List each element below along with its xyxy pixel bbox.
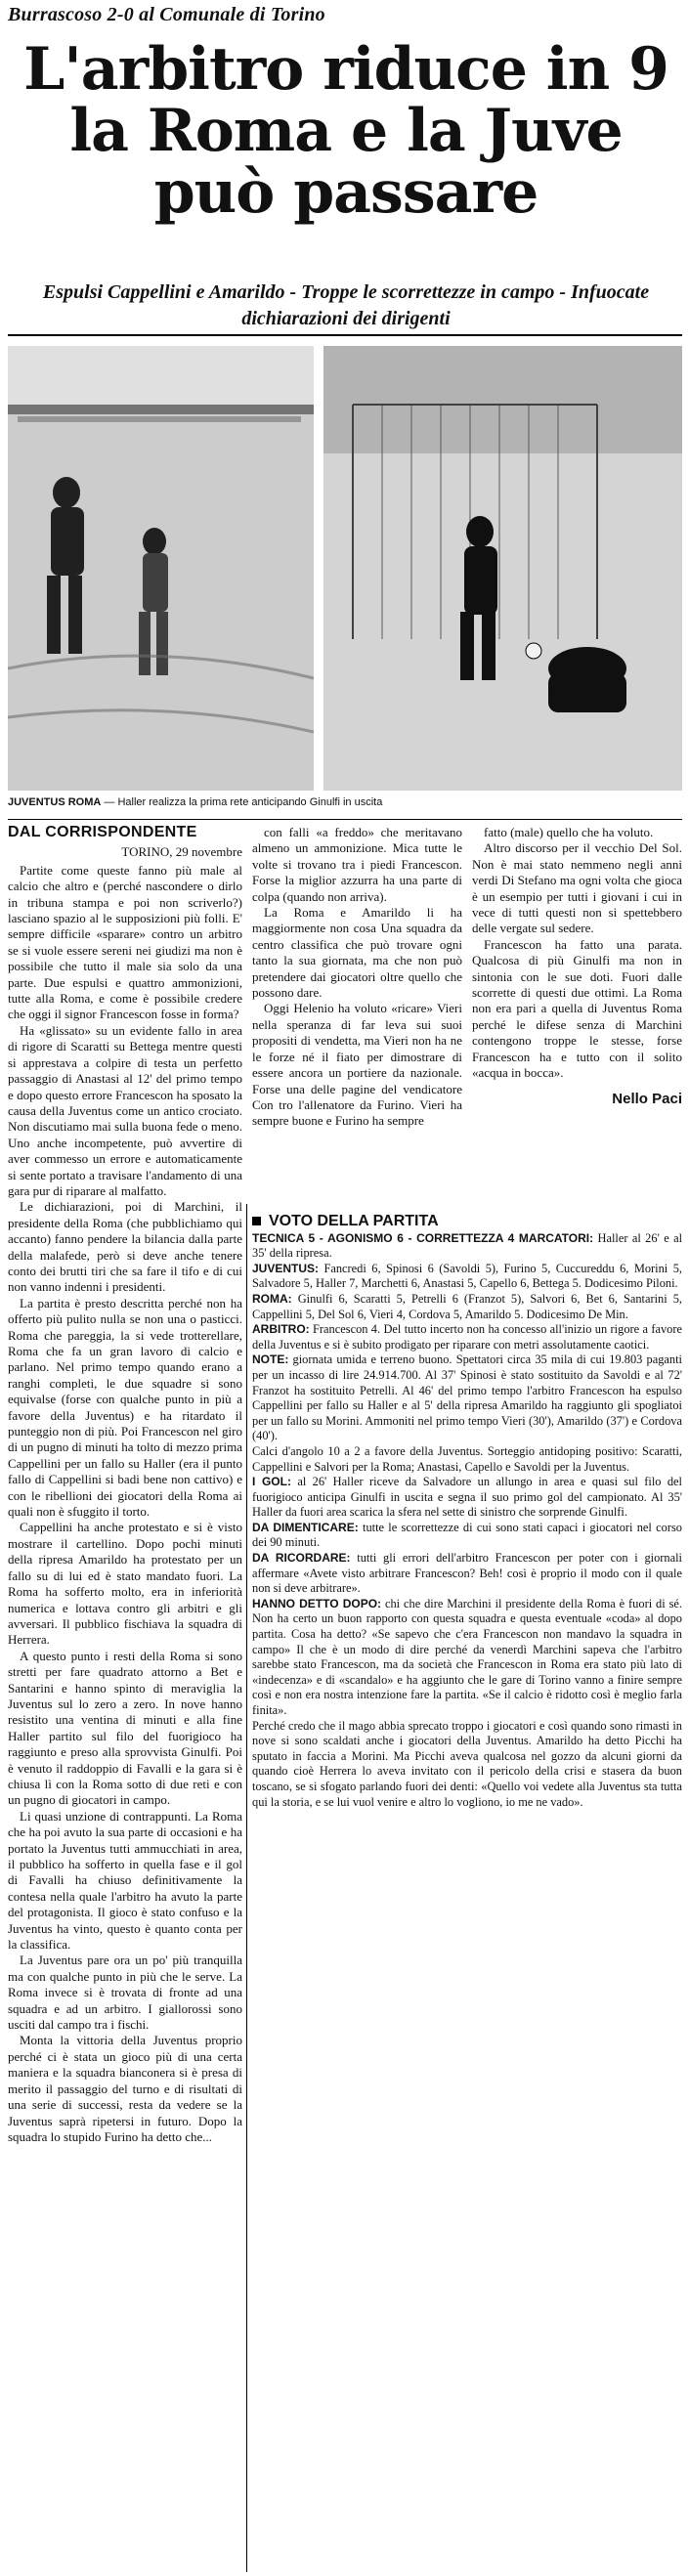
headline: L'arbitro riduce in 9 la Roma e la Juve può passare [23,35,668,227]
section-label: ROMA: [252,1291,292,1306]
sidebar-paragraph [252,1597,682,1719]
voto-della-partita-box [252,1214,682,2567]
sidebar-title [252,1214,682,1229]
match-photo-right [323,346,682,791]
sidebar-paragraph [252,1262,682,1292]
caption-label: JUVENTUS ROMA [8,796,102,808]
paragraph: La Juventus pare ora un po' più tranquilla ma con qualche punto in più che le serve. La Roma invece si è trovata di fronte ad una squadra e ad un arbitro. I giallorossi sono usciti dal campo tra i fischi. [8,1953,242,2033]
article-column-3 [472,825,682,1206]
sidebar-paragraph [252,1231,682,1262]
section-text: tutti gli errori dell'arbitro Francescon per poter con i giornali affermare «Avete visto arbitrare Francescon? Beh! così è proprio il modo con il quale non si deve arbitrare». [252,1551,682,1596]
section-text: al 26' Haller riceve da Salvadore un allungo in area e quasi sul filo del fuorigioco anticipa Ginulfi in uscita e segna il suo primo gol del campionato. Al 35' Haller da fuori area scarica la sfera nel sette di sinistro che sorprende Ginulfi. [252,1475,682,1520]
sidebar-paragraph [252,1444,682,1475]
paragraph: La partita è presto descritta perché non ha offerto più pulito nulla se non una o pasticci. Roma che pareggia, la si vede trotterellare, Roma che fa un gran lavoro di calcio e parlano. Nel primo tempo quando erano a ranghi completi, le due squadre si sono equivalse (forse con qualche punto in più a favore della Juventus) e ha ritardato il punteggio non di più. Poi Francescon nel giro di un pugno di minuti ha tolto di mezzo prima Cappellini per un fallo su Haller (era il punto fallo di Cappellini si badi bene non cattivo) e con le ribellioni dei giocatori della Roma ai quali non è sfuggito il torto. [8,1295,242,1520]
paragraph: Altro discorso per il vecchio Del Sol. Non è mai stato nemmeno negli anni verdi Di Stefano ma ogni volta che gioca è un esempio per tutti i giovani i cui in vece di tutti questi non si spettebbero delle vergate sul sedere. [472,840,682,936]
paragraph: Ha «glissato» su un evidente fallo in area di rigore di Scaratti su Bettega mentre questi si apprestava a colpire di testa un perfetto passaggio di Anastasi al 12' del primo tempo e dopo questo errore Francescon ha sposato la causa della Juventus come un antico crociato. Non discutiamo mai sulla buona fede o meno. Uno anche incompetente, può avvertire di aver commesso un errore e automaticamente si sente portato a travisare l'andamento di una gara pur di riparare al malfatto. [8,1022,242,1198]
paragraph: Le dichiarazioni, poi di Marchini, il presidente della Roma (che pubblichiamo qui accanto) fanno pendere la bilancia dalla parte della malafede, però si deve anche tenere conto dei brutti tiri che sa fare il tifo e di cui non vanno indenni i presidenti. [8,1199,242,1295]
sidebar-paragraph [252,1719,682,1811]
section-text: Perché credo che il mago abbia sprecato troppo i giocatori e così quando sono rimasti in nove si sono scaldati anche i giocatori della Juventus. Amarildo ha detto Picchi ha sputato in faccia a Morini. Ma Picchi aveva qualcosa nel gozzo da alcuni giorni da quando cioè Herrera lo aveva invitato con il pericolo della crisi e stasera da buon toscano, se si sfogato parlando fuori dei denti: «Quello voi vedete alla Juventus sta tutta qui la storia, e se lui vuol venire e altro lo vogliono, io me ne vado». [252,1718,682,1809]
bullet-square-icon [252,1217,261,1225]
section-text: Fancredi 6, Spinosi 6 (Savoldi 5), Furino 5, Cuccureddu 6, Morini 5, Salvadore 5, Haller 7, Marchetti 6, Anastasi 5, Capello 6, Bettega 5. Dodicesimo Piloni. [252,1261,682,1291]
sidebar-paragraph [252,1551,682,1597]
section-text: Francescon 4. Del tutto incerto non ha concesso all'inizio un rigore a favore della Juventus e si è subito prodigato per riparare con metri assolutamente caotici. [252,1322,682,1352]
sidebar-paragraph [252,1352,682,1444]
sidebar-paragraph [252,1475,682,1521]
section-text: tutte le scorrettezze di cui sono stati capaci i giocatori nel corso dei 90 minuti. [252,1520,682,1550]
sidebar-paragraph [252,1322,682,1352]
section-text: giornata umida e terreno buono. Spettatori circa 35 mila di cui 19.803 paganti per un incasso di lire 24.914.700. Al 37' Spinosi è stato sostituito da Savoldi e al 72' Franzot ha sostituito Petrelli. Al 46' del primo tempo l'arbitro Francescon ha espulso Cappellini per fallo su Haller e al 5' della ripresa Amarildo ha raggiunto gli spogliatoi per un fallo su Morini. Ammoniti nel primo tempo Vieri (30'), Amarildo (37') e Cordova (40'). [252,1352,682,1443]
sidebar-title-text: VOTO DELLA PARTITA [269,1214,439,1229]
sidebar-paragraph [252,1521,682,1551]
caption-text: — Haller realizza la prima rete anticipando Ginulfi in uscita [104,796,383,808]
paragraph: con falli «a freddo» che meritavano almeno un ammonizione. Mica tutte le volte si trovano tra i piedi Francescon. Forse la miglior azzurra ha una parte di colpa (quando non arriva). [252,825,462,904]
subheadline: Espulsi Cappellini e Amarildo - Troppe le scorrettezze in campo - Infuocate dichiarazioni dei dirigenti [42,281,650,329]
section-text: chi che dire Marchini il presidente della Roma è fuori di sé. Non ha certo un buon rapporto con questa squadra e questa eventuale «coda» al dopo partita. Cosa ha detto? «Se sapevo che c'era Francescon non mandavo la squadra in campo» Il che è un modo di dire perché da venerdì Marchini sapeva che l'arbitro sarebbe stato Francescon, ma da società che Francescon in Roma era stato più lato di «indecenza» e di «scandalo» e ha aggiunto che le gare di Torino vanno a finire sempre così e non era nostra intenzione fare la partita. «Se il calcio è ridotto così è meglio farla finita». [252,1596,682,1717]
paragraph: Cappellini ha anche protestato e si è visto mostrare il cartellino. Dopo pochi minuti della ripresa Amarildo ha protestato per un fallo su di lui ed è stato mandato fuori. La Roma ha sofferto molto, era in inferiorità numerica e lottava contro gli arbitri e gli avversari. Il pubblico fischiava la squadra di Herrera. [8,1520,242,1648]
section-label: JUVENTUS: [252,1261,320,1275]
section-label: DA DIMENTICARE: [252,1520,359,1534]
article-column-2 [252,825,462,1196]
paragraph: Oggi Helenio ha voluto «ricare» Vieri nella speranza di far leva sui suoi propositi di vendetta, ma Vieri non ha ne le forze né il fiato per dimostrare di essere ancora un portiere da nazionale. Forse una delle pagine del vendicatore Con tro l'allenatore da Furino. Vieri ha sempre buone e Furino ha sempre [252,1001,462,1129]
kicker: Burrascoso 2-0 al Comunale di Torino [8,4,325,25]
paragraph: fatto (male) quello che ha voluto. [484,825,654,839]
divider [8,819,682,820]
section-text: Haller al 26' e al 35' della ripresa. [252,1230,682,1261]
paragraph: Francescon ha fatto una parata. Qualcosa di più Ginulfi ma non in sintonia con le sue doti. Fuori dalle scorrette di questi due ottimi. La Roma non era pari a quella di Juventus Roma perché le difese senza di Marchini contengono troppe le stesse, forse Francescon ha e tutto con il solito «acqua in bocca». [472,936,682,1081]
dateline: TORINO, 29 novembre [121,844,242,860]
section-label: NOTE: [252,1352,289,1367]
match-photo-left [8,346,314,791]
photo-caption [8,796,682,818]
paragraph: Li quasi unzione di contrappunti. La Roma che ha poi avuto la sua parte di occasioni e ha portato la Juventus tutti ammucchiati in area, il pubblico ha sofferto in quella fase e il gol di Favalli ha chiuso definitivamente la contesa nella quale l'arbitro ha avuto la parte del protagonista. Il gioco è stato confuso e la Juventus ha vinto, questo è quanto conta per la classifica. [8,1808,242,1953]
section-text: Calci d'angolo 10 a 2 a favore della Juventus. Sorteggio antidoping positivo: Scaratti, Cappellini e Salvori per la Roma; Anastasi, Capello e Savoldi per la Juventus. [252,1443,682,1474]
section-label: DA RICORDARE: [252,1551,351,1566]
article-column-1 [8,825,242,2572]
photo-strip [8,334,682,794]
paragraph: Partite come queste fanno più male al calcio che altro e (perché nascondere o dirlo in tribuna stampa e poi non scriverlo?) lasciano spazio al le supposizioni più folli. E' sempre difficile «sparare» contro un arbitro se si vuole essere sereni nei giudizi ma non è possibile che tutto il male sia solo da una parte. Due espulsi e quattro ammonizioni, tutte alla Roma, e come è possibile credere che oggi il signor Francescon fosse in forma? [8,862,242,1022]
section-text: Ginulfi 6, Scaratti 5, Petrelli 6 (Franzot 5), Salvori 6, Bet 6, Santarini 5, Cappellini 5, Del Sol 6, Vieri 4, Cordova 5, Amarildo 5. Dodicesimo De Min. [252,1291,682,1321]
author-signature: Nello Paci [612,1090,682,1107]
paragraph: A questo punto i resti della Roma si sono stretti per fare quadrato attorno a Bet e Santarini e hanno spinto di meraviglia la Juventus sul lo zero a zero. In nove hanno resistito una ventina di minuti e alla fine Haller partito sul filo del fuorigioco ha raggiunto e preso alla sprovvista Ginulfi. Poi è venuto il raddoppio di Favalli e la gara si è chiusa lì con la Roma sotto di due reti e con un pugno di giocatori in campo. [8,1648,242,1808]
sidebar-paragraph [252,1292,682,1322]
section-label: TECNICA 5 - AGONISMO 6 - CORRETTEZZA 4 MARCATORI: [252,1230,594,1245]
section-label: I GOL: [252,1475,291,1489]
byline: DAL CORRISPONDENTE [8,825,197,840]
paragraph: Monta la vittoria della Juventus proprio perché ci è stata un gioco più di una certa maniera e la squadra bianconera si è presa di merito il passaggio del turno e di risultati di una serie di successi, resta da vedere se la Juventus saprà ripetersi in futuro. Dopo la squadra lo stupido Furino ha detto che... [8,2033,242,2144]
section-label: ARBITRO: [252,1322,310,1337]
paragraph: La Roma e Amarildo li ha maggiormente non cosa Una squadra da centro classifica che può trovare ogni tanto la sua giornata, ma che non può pretendere dai giocatori oltre quello che possono dare. [252,905,462,1001]
section-label: HANNO DETTO DOPO: [252,1596,382,1610]
